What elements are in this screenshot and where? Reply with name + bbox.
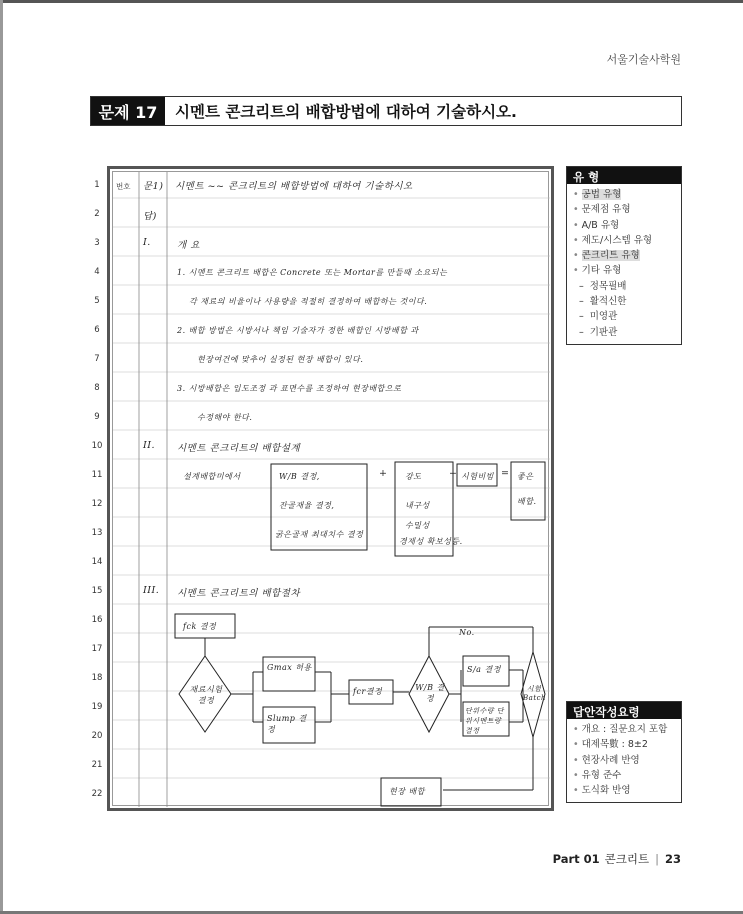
line-11-label: 설계배합미에서 bbox=[183, 472, 241, 481]
line-number-21: 21 bbox=[91, 760, 103, 770]
line-1-question-mark: 문1) bbox=[143, 181, 164, 192]
flow-fcr: fcr결정 bbox=[353, 687, 383, 696]
line-7-text: 현장여건에 맞추어 실정된 현장 배합이 있다. bbox=[197, 355, 364, 364]
flow-unit: 단위수량 단위시멘트량 결정 bbox=[465, 707, 505, 735]
line-1-text: 시멘트 ~~ 콘크리트의 배합방법에 대하여 기술하시오 bbox=[175, 181, 413, 192]
footer-part: Part 01 bbox=[552, 852, 600, 866]
flow-wb: W/B 결정 bbox=[415, 683, 445, 703]
line-11-plus-2: + bbox=[449, 468, 458, 479]
guide-item-5: • 도식화 반영 bbox=[573, 783, 677, 798]
line-13-economy: 경제성 확보성등. bbox=[399, 537, 463, 546]
line-11-equals: = bbox=[501, 468, 510, 479]
line-11-strength: 강도 bbox=[405, 472, 422, 481]
line-13-aggregate: 굵은골재 최대치수 결정 bbox=[275, 530, 364, 539]
line-11-wb: W/B 결정, bbox=[279, 472, 320, 481]
answer-sheet-inner bbox=[112, 171, 549, 806]
sidebar-guide-title: 답안작성요령 bbox=[567, 702, 681, 719]
sidebar-type-box bbox=[566, 166, 682, 345]
line-number-14: 14 bbox=[91, 557, 103, 567]
sidebar-type-list bbox=[567, 184, 681, 344]
line-10-heading: 시멘트 콘크리트의 배합설계 bbox=[177, 443, 301, 454]
line-11-trial: 시험비빔 bbox=[461, 472, 494, 481]
line-number-15: 15 bbox=[91, 586, 103, 596]
flow-material-test: 재료시험 결정 bbox=[189, 685, 223, 705]
line-number-17: 17 bbox=[91, 644, 103, 654]
line-number-5: 5 bbox=[94, 296, 100, 306]
number-label: 번호 bbox=[116, 182, 131, 191]
line-number-13: 13 bbox=[91, 528, 103, 538]
footer-section: 콘크리트 bbox=[604, 852, 650, 866]
flow-trial-batch: 시험 Batch bbox=[523, 685, 547, 702]
line-3-section: I. bbox=[143, 237, 151, 248]
answer-sheet bbox=[107, 166, 554, 811]
type-item-6: • 기타 유형 bbox=[573, 263, 677, 278]
type-item-3: • A/B 유형 bbox=[573, 218, 677, 233]
type-item-9: – 미영관 bbox=[573, 309, 677, 324]
sidebar-guide-box bbox=[566, 701, 682, 803]
flow-slump: Slump 결정 bbox=[267, 714, 307, 734]
guide-item-2: • 대제목數 : 8±2 bbox=[573, 737, 677, 752]
line-4-text: 1. 시멘트 콘크리트 배합은 Concrete 또는 Mortar를 만들때 소요되는 bbox=[177, 268, 448, 277]
left-rule bbox=[0, 0, 3, 914]
flow-sa: S/a 결정 bbox=[467, 665, 501, 674]
type-item-2: • 문제점 유형 bbox=[573, 202, 677, 217]
question-text: 시멘트 콘크리트의 배합방법에 대하여 기술하시오. bbox=[175, 103, 517, 121]
line-number-11: 11 bbox=[91, 470, 103, 480]
type-item-8: – 활적신한 bbox=[573, 294, 677, 309]
line-number-22: 22 bbox=[91, 789, 103, 799]
line-2-answer-mark: 답) bbox=[143, 211, 157, 222]
line-number-9: 9 bbox=[94, 412, 100, 422]
line-8-text: 3. 시방배합은 입도조정 과 표면수를 조정하여 현장배합으로 bbox=[177, 384, 402, 393]
guide-item-4: • 유형 준수 bbox=[573, 768, 677, 783]
line-number-6: 6 bbox=[94, 325, 100, 335]
line-number-1: 1 bbox=[94, 180, 100, 190]
guide-item-1: • 개요 : 질문요지 포함 bbox=[573, 722, 677, 737]
page-number: 23 bbox=[664, 852, 681, 866]
type-item-5: • 콘크리트 유형 bbox=[573, 248, 677, 263]
line-12-sand: 잔골재율 결정, bbox=[279, 501, 335, 510]
line-number-16: 16 bbox=[91, 615, 103, 625]
line-9-text: 수정해야 한다. bbox=[197, 413, 253, 422]
flow-gmax: Gmax 허용 bbox=[267, 663, 312, 672]
line-11-plus-1: + bbox=[379, 468, 388, 479]
flow-site-mix: 현장 배합 bbox=[389, 787, 425, 796]
line-6-text: 2. 배합 방법은 시방서나 책임 기술자가 정한 배합인 시방배합 과 bbox=[177, 326, 419, 335]
type-item-4: • 제도/시스템 유형 bbox=[573, 233, 677, 248]
top-rule bbox=[0, 0, 743, 3]
line-number-3: 3 bbox=[94, 238, 100, 248]
line-number-20: 20 bbox=[91, 731, 103, 741]
line-number-10: 10 bbox=[91, 441, 103, 451]
line-number-8: 8 bbox=[94, 383, 100, 393]
line-number-12: 12 bbox=[91, 499, 103, 509]
sidebar-guide-list bbox=[567, 719, 681, 802]
type-item-7: – 정목필배 bbox=[573, 279, 677, 294]
line-number-column bbox=[88, 166, 106, 811]
line-12-durability: 내구성 bbox=[405, 501, 430, 510]
line-number-2: 2 bbox=[94, 209, 100, 219]
line-15-section: III. bbox=[143, 585, 160, 596]
org-name: 서울기술사학원 bbox=[606, 53, 681, 66]
page-footer bbox=[553, 851, 681, 867]
line-number-18: 18 bbox=[91, 673, 103, 683]
flow-no: No. bbox=[459, 628, 475, 637]
line-number-19: 19 bbox=[91, 702, 103, 712]
line-3-heading: 개 요 bbox=[177, 240, 200, 251]
flow-fck: fck 결정 bbox=[183, 622, 217, 631]
guide-item-3: • 현장사례 반영 bbox=[573, 753, 677, 768]
type-item-1: • 공법 유형 bbox=[573, 187, 677, 202]
line-10-section: II. bbox=[143, 440, 156, 451]
line-15-heading: 시멘트 콘크리트의 배합절차 bbox=[177, 588, 301, 599]
line-number-7: 7 bbox=[94, 354, 100, 364]
line-number-4: 4 bbox=[94, 267, 100, 277]
footer-separator: | bbox=[655, 852, 659, 866]
sidebar-type-title: 유 형 bbox=[567, 167, 681, 184]
line-12-mix: 배합. bbox=[517, 497, 537, 506]
type-item-10: – 기판관 bbox=[573, 325, 677, 340]
line-5-text: 각 재료의 비율이나 사용량을 적절히 결정하여 배합하는 것이다. bbox=[189, 297, 428, 306]
question-number: 문제 17 bbox=[91, 97, 165, 125]
line-11-good: 좋은 bbox=[517, 472, 534, 481]
line-13-watertight: 수밀성 bbox=[405, 521, 430, 530]
question-header bbox=[90, 96, 682, 126]
